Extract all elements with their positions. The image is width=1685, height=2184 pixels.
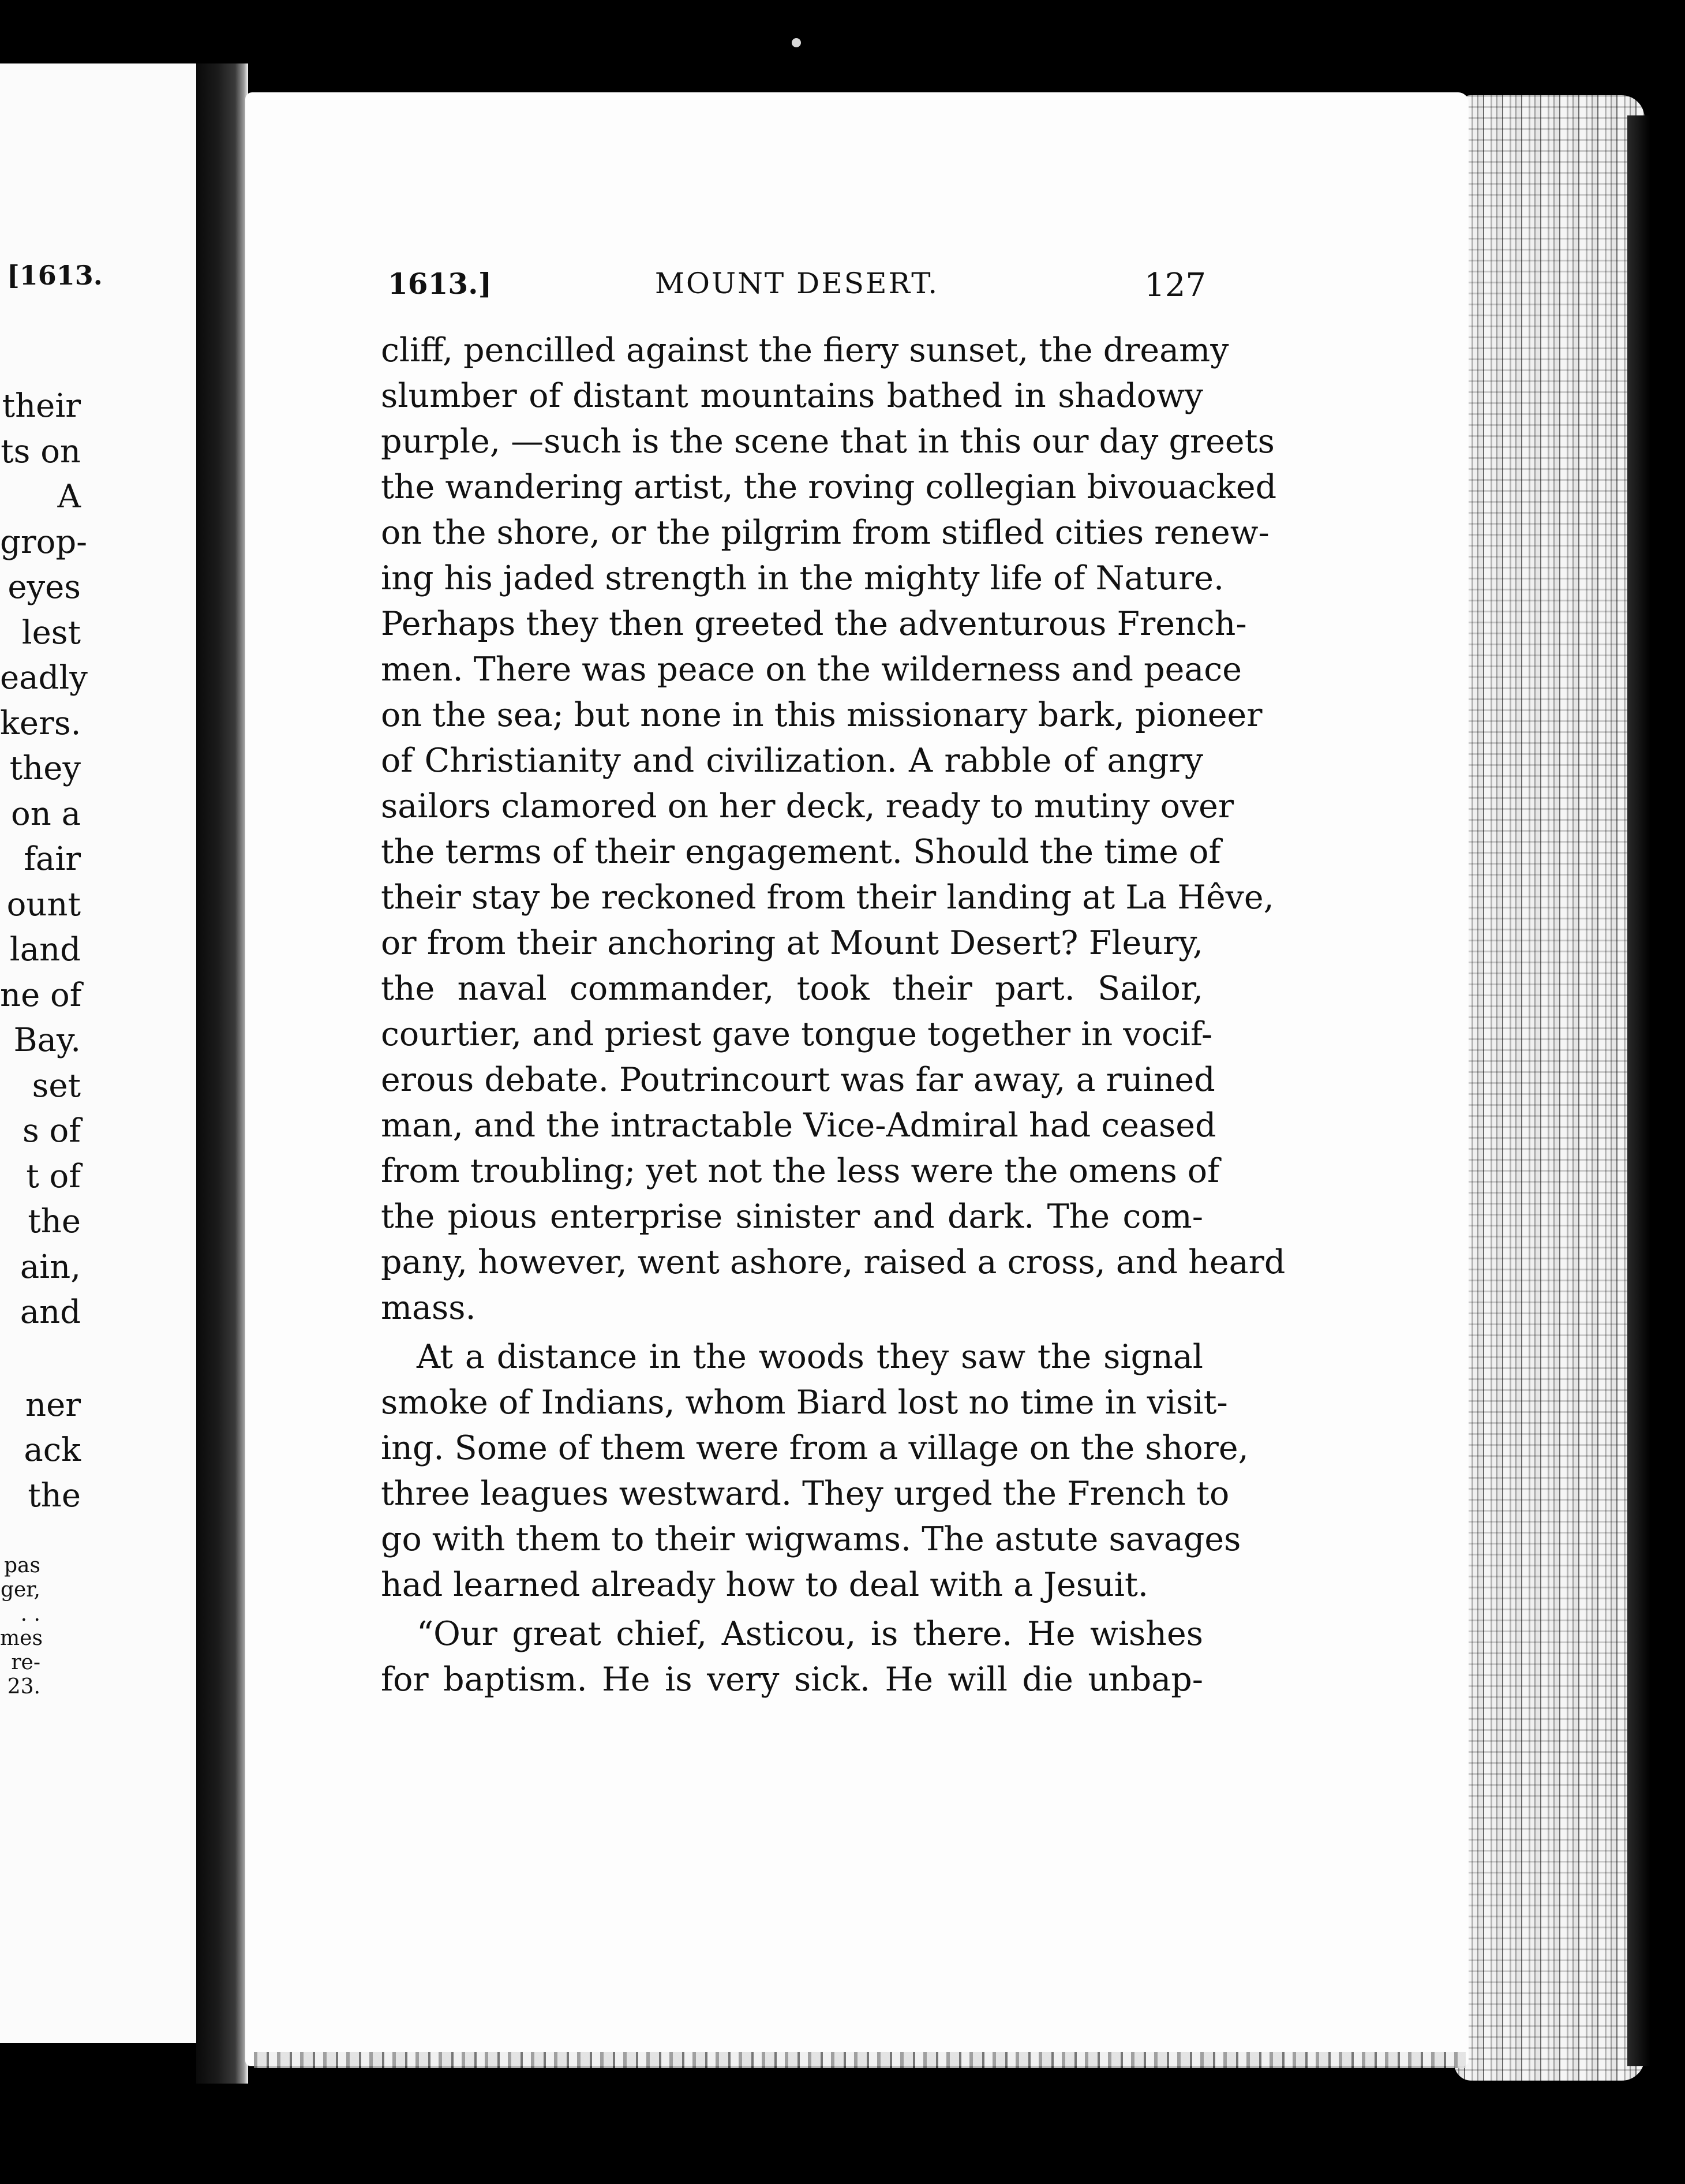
text-line: Perhaps they then greeted the adventurous French- — [381, 605, 1247, 643]
left-page-line: A — [57, 478, 81, 515]
page-fore-edge — [1454, 95, 1645, 2081]
left-page-note-line: . . — [20, 1602, 40, 1626]
left-page-note-line: mes — [0, 1626, 43, 1650]
left-page-line: s of — [23, 1112, 81, 1150]
text-line: pany, however, went ashore, raised a cross, and heard — [381, 1243, 1286, 1281]
text-line: ing. Some of them were from a village on the shore, — [381, 1429, 1249, 1467]
left-page-line: their — [2, 387, 81, 425]
body-text — [381, 328, 1286, 1703]
paragraph — [381, 1611, 1203, 1703]
text-line: man, and the intractable Vice-Admiral had ceased — [381, 1106, 1216, 1145]
left-page-line: the — [28, 1203, 81, 1240]
left-page-line: land — [9, 931, 81, 968]
text-line: of Christianity and civilization. A rabble of angry — [381, 742, 1203, 780]
text-line: for baptism. He is very sick. He will die unbap- — [381, 1661, 1203, 1699]
running-head-title: MOUNT DESERT. — [654, 267, 939, 300]
text-line: erous debate. Poutrincourt was far away, a ruined — [381, 1061, 1215, 1099]
text-line: three leagues westward. They urged the French to — [381, 1475, 1230, 1513]
text-line: sailors clamored on her deck, ready to mutiny over — [381, 787, 1234, 825]
text-line: or from their anchoring at Mount Desert? Fleury, — [381, 924, 1203, 962]
fore-edge-shadow — [1627, 115, 1650, 2066]
left-page-line: ner — [25, 1386, 81, 1424]
text-line: ing his jaded strength in the mighty life of Nature. — [381, 559, 1225, 597]
left-page-line: ount — [6, 885, 81, 923]
text-line: mass. — [381, 1289, 476, 1327]
left-page-line: set — [32, 1067, 81, 1105]
text-line: the wandering artist, the roving collegian bivouacked — [381, 468, 1277, 506]
text-line: courtier, and priest gave tongue together in vocif- — [381, 1015, 1213, 1053]
left-page-line: they — [9, 750, 81, 787]
left-page-line — [0, 1336, 196, 1383]
paragraph — [381, 328, 1286, 1331]
text-line: go with them to their wigwams. The astute savages — [381, 1520, 1241, 1558]
text-line: “Our great chief, Asticou, is there. He wishes — [417, 1615, 1203, 1653]
left-page-line: kers. — [0, 704, 81, 742]
left-page-line: the — [28, 1476, 81, 1514]
text-line: men. There was peace on the wilderness and peace — [381, 650, 1242, 689]
paragraph — [381, 1334, 1249, 1608]
text-line: the pious enterprise sinister and dark. The com- — [381, 1198, 1203, 1236]
text-line: the terms of their engagement. Should the time of — [381, 833, 1221, 871]
left-page-note-line: ger, — [0, 1578, 40, 1602]
running-head — [388, 267, 1206, 307]
text-line: on the shore, or the pilgrim from stifled cities renew- — [381, 514, 1270, 552]
left-page-note-line: pas — [4, 1554, 40, 1577]
left-page-line: fair — [24, 840, 81, 878]
page-bottom-edge — [254, 2052, 1466, 2068]
left-page-line: ain, — [20, 1248, 81, 1286]
left-page-line: on a — [11, 795, 81, 833]
left-page-line: eyes — [8, 569, 81, 606]
left-page-note-line: re- — [11, 1651, 40, 1674]
text-line: on the sea; but none in this missionary bark, pioneer — [381, 696, 1263, 734]
text-line: purple, —such is the scene that in this our day greets — [381, 422, 1275, 461]
book-gutter — [196, 63, 248, 2084]
text-line: cliff, pencilled against the fiery sunset, the dreamy — [381, 331, 1229, 369]
page-number: 127 — [1144, 267, 1206, 304]
left-page-text — [0, 384, 196, 1519]
left-page-note-line: 23. — [7, 1675, 40, 1699]
left-page-line: eadly — [0, 659, 88, 697]
left-page-line: ack — [24, 1431, 81, 1469]
text-line: had learned already how to deal with a Jesuit. — [381, 1566, 1149, 1604]
left-page-line: grop- — [0, 523, 88, 561]
left-page-line: ts on — [1, 432, 81, 470]
text-line: At a distance in the woods they saw the signal — [417, 1338, 1203, 1376]
text-line: smoke of Indians, whom Biard lost no time in visit- — [381, 1383, 1228, 1422]
text-line: slumber of distant mountains bathed in shadowy — [381, 377, 1203, 415]
left-page-fragment — [0, 63, 197, 2043]
left-page-running-head: [1613. — [7, 260, 103, 291]
left-page-line: Bay. — [13, 1022, 81, 1059]
left-page-line: and — [20, 1293, 81, 1331]
text-line: their stay be reckoned from their landing at La Hêve, — [381, 878, 1274, 917]
scan-dust-mark — [792, 38, 801, 47]
text-line: the naval commander, took their part. Sailor, — [381, 970, 1203, 1008]
text-line: from troubling; yet not the less were the omens of — [381, 1152, 1220, 1190]
left-page-line: ne of — [0, 976, 82, 1014]
left-page-footnotes — [0, 1554, 196, 1699]
left-page-line: lest — [21, 614, 81, 652]
left-page-line: t of — [26, 1157, 81, 1195]
running-head-year: 1613.] — [388, 267, 492, 301]
